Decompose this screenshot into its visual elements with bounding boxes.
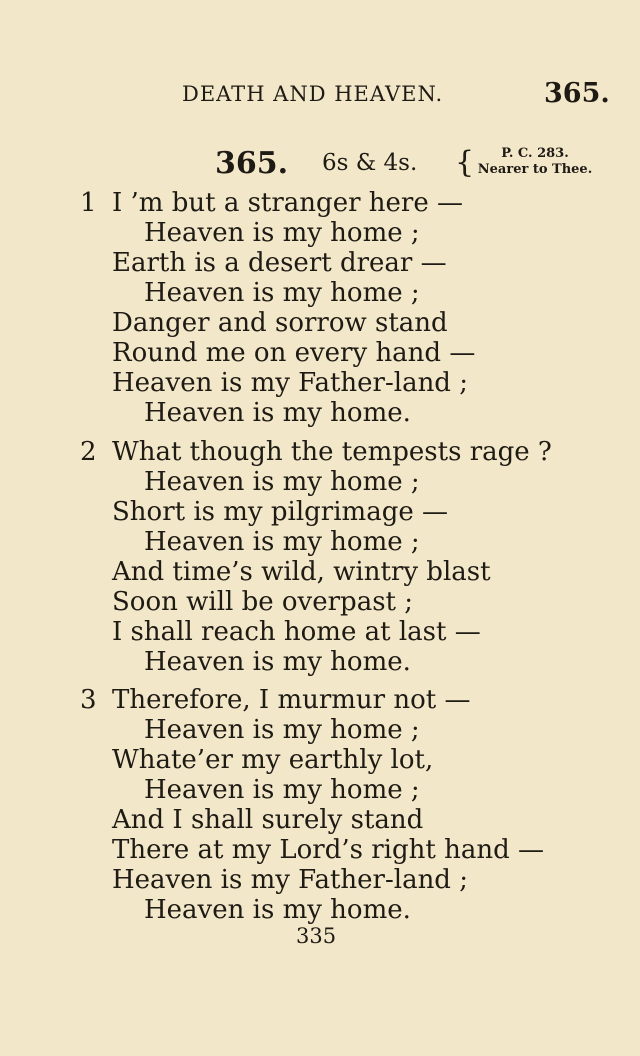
verse-line: I shall reach home at last — — [112, 617, 481, 647]
verse-line: Danger and sorrow stand — [112, 308, 448, 338]
verse-line: Short is my pilgrimage — — [112, 497, 448, 527]
verse-line: Heaven is my home. — [144, 647, 411, 677]
verse-line: Therefore, I murmur not — — [112, 685, 471, 715]
tune-name: Nearer to Thee. — [477, 162, 593, 177]
tune-info — [470, 146, 600, 178]
verse-line: Heaven is my home ; — [144, 467, 420, 497]
verse-line: Round me on every hand — — [112, 338, 476, 368]
verse-line: I ’m but a stranger here — — [112, 188, 463, 218]
tune-reference: P. C. 283. — [501, 146, 569, 161]
verse-line: What though the tempests rage ? — [112, 437, 552, 467]
verse-line: Heaven is my home. — [144, 398, 411, 428]
verse-line: Heaven is my Father-land ; — [112, 865, 468, 895]
hymn-header — [0, 142, 640, 190]
verse-line: And I shall surely stand — [112, 805, 424, 835]
verse-line: Soon will be overpast ; — [112, 587, 414, 617]
verse-number: 3 — [80, 685, 97, 715]
verse-line: Heaven is my home ; — [144, 775, 420, 805]
verse-line: Heaven is my home ; — [144, 527, 420, 557]
verse-line: Heaven is my home ; — [144, 278, 420, 308]
verse-line: Heaven is my home ; — [144, 218, 420, 248]
brace-glyph: { — [455, 145, 475, 180]
hymn-meter: 6s & 4s. — [322, 150, 418, 176]
verse-number: 1 — [80, 188, 97, 218]
page-number: 365. — [544, 78, 610, 109]
verse-number: 2 — [80, 437, 97, 467]
running-title: DEATH AND HEAVEN. — [182, 82, 444, 106]
verse-line: Heaven is my Father-land ; — [112, 368, 468, 398]
footer-page-number: 335 — [296, 924, 337, 948]
verse-line: And time’s wild, wintry blast — [112, 557, 491, 587]
verse-line: Heaven is my home ; — [144, 715, 420, 745]
verse-line: Whate’er my earthly lot, — [112, 745, 434, 775]
hymn-number: 365. — [215, 146, 289, 181]
verse-line: Earth is a desert drear — — [112, 248, 447, 278]
verse-line: Heaven is my home. — [144, 895, 411, 925]
verse-line: There at my Lord’s right hand — — [112, 835, 544, 865]
